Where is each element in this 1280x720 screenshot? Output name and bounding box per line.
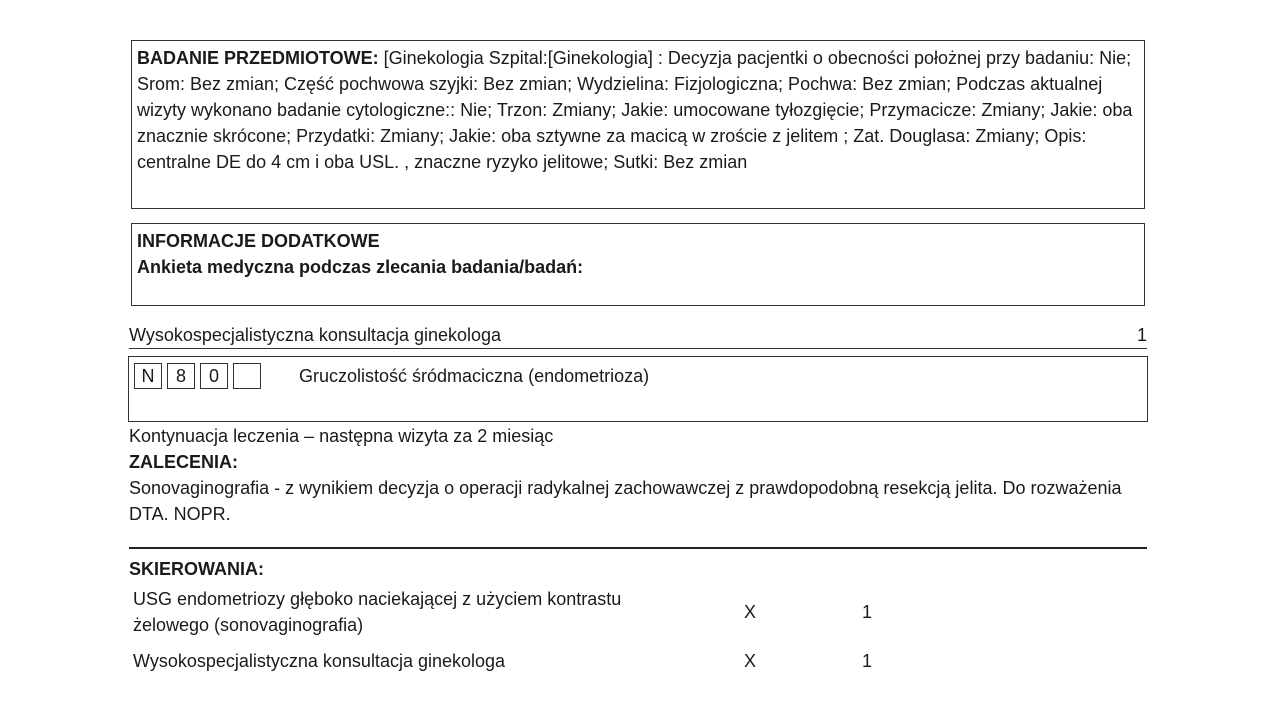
physical-exam-section <box>131 40 1145 209</box>
icd-code-char: 0 <box>200 363 228 389</box>
icd-code-char: N <box>134 363 162 389</box>
referrals-heading: SKIEROWANIA: <box>129 559 264 579</box>
referral-name: USG endometriozy głęboko naciekającej z użyciem kontrastu żelowego (sonovaginografia) <box>133 589 622 635</box>
consultation-row <box>129 322 1147 349</box>
referral-name: Wysokospecjalistyczna konsultacja ginekologa <box>133 651 506 671</box>
referral-mark: X <box>744 651 757 671</box>
diagnosis-section <box>128 356 1148 422</box>
icd-code-char: 8 <box>167 363 195 389</box>
consultation-count: 1 <box>1136 325 1147 345</box>
recommendations-heading: ZALECENIA: <box>129 452 238 472</box>
referral-mark: X <box>744 602 757 622</box>
physical-exam-text: [Ginekologia Szpital:[Ginekologia] : Decyzja pacjentki o obecności położnej przy badaniu: Nie; Srom: Bez zmian; Część pochwowa szyjki: Bez zmian; Wydzielina: Fizjologiczna; Pochwa: Bez zmian; Podczas aktualnej wizyty wykonano badanie cytologiczne:: Nie; Trzon: Zmiany; Jakie: umocowane tyłozgięcie; Przymacicze: Zmiany; Jakie: oba znacznie skrócone; Przydatki: Zmiany; Jakie: oba sztywne za macicą w zroście z jelitem ; Zat. Douglasa: Zmiany; Opis: centralne DE do 4 cm i oba USL. , znaczne ryzyko jelitowe; Sutki: Bez zmian <box>137 48 1133 172</box>
section-divider <box>129 547 1147 549</box>
additional-info-heading: INFORMACJE DODATKOWE <box>137 231 380 251</box>
referral-row <box>133 648 1133 674</box>
recommendations-section <box>129 423 1147 527</box>
referral-quantity: 1 <box>862 602 873 622</box>
referral-row <box>133 586 1133 638</box>
continuation-text: Kontynuacja leczenia – następna wizyta za 2 miesiąc <box>129 426 554 446</box>
medical-survey-heading: Ankieta medyczna podczas zlecania badania/badań: <box>137 257 584 277</box>
icd-code <box>134 363 261 389</box>
consultation-label: Wysokospecjalistyczna konsultacja ginekologa <box>129 325 502 345</box>
icd-code-char <box>233 363 261 389</box>
referral-quantity: 1 <box>862 651 873 671</box>
additional-info-section <box>131 223 1145 306</box>
physical-exam-heading: BADANIE PRZEDMIOTOWE: <box>137 48 379 68</box>
diagnosis-label: Gruczolistość śródmaciczna (endometrioza) <box>299 366 650 386</box>
recommendations-text: Sonovaginografia - z wynikiem decyzja o operacji radykalnej zachowawczej z prawdopodobną resekcją jelita. Do rozważenia DTA. NOPR. <box>129 478 1122 524</box>
